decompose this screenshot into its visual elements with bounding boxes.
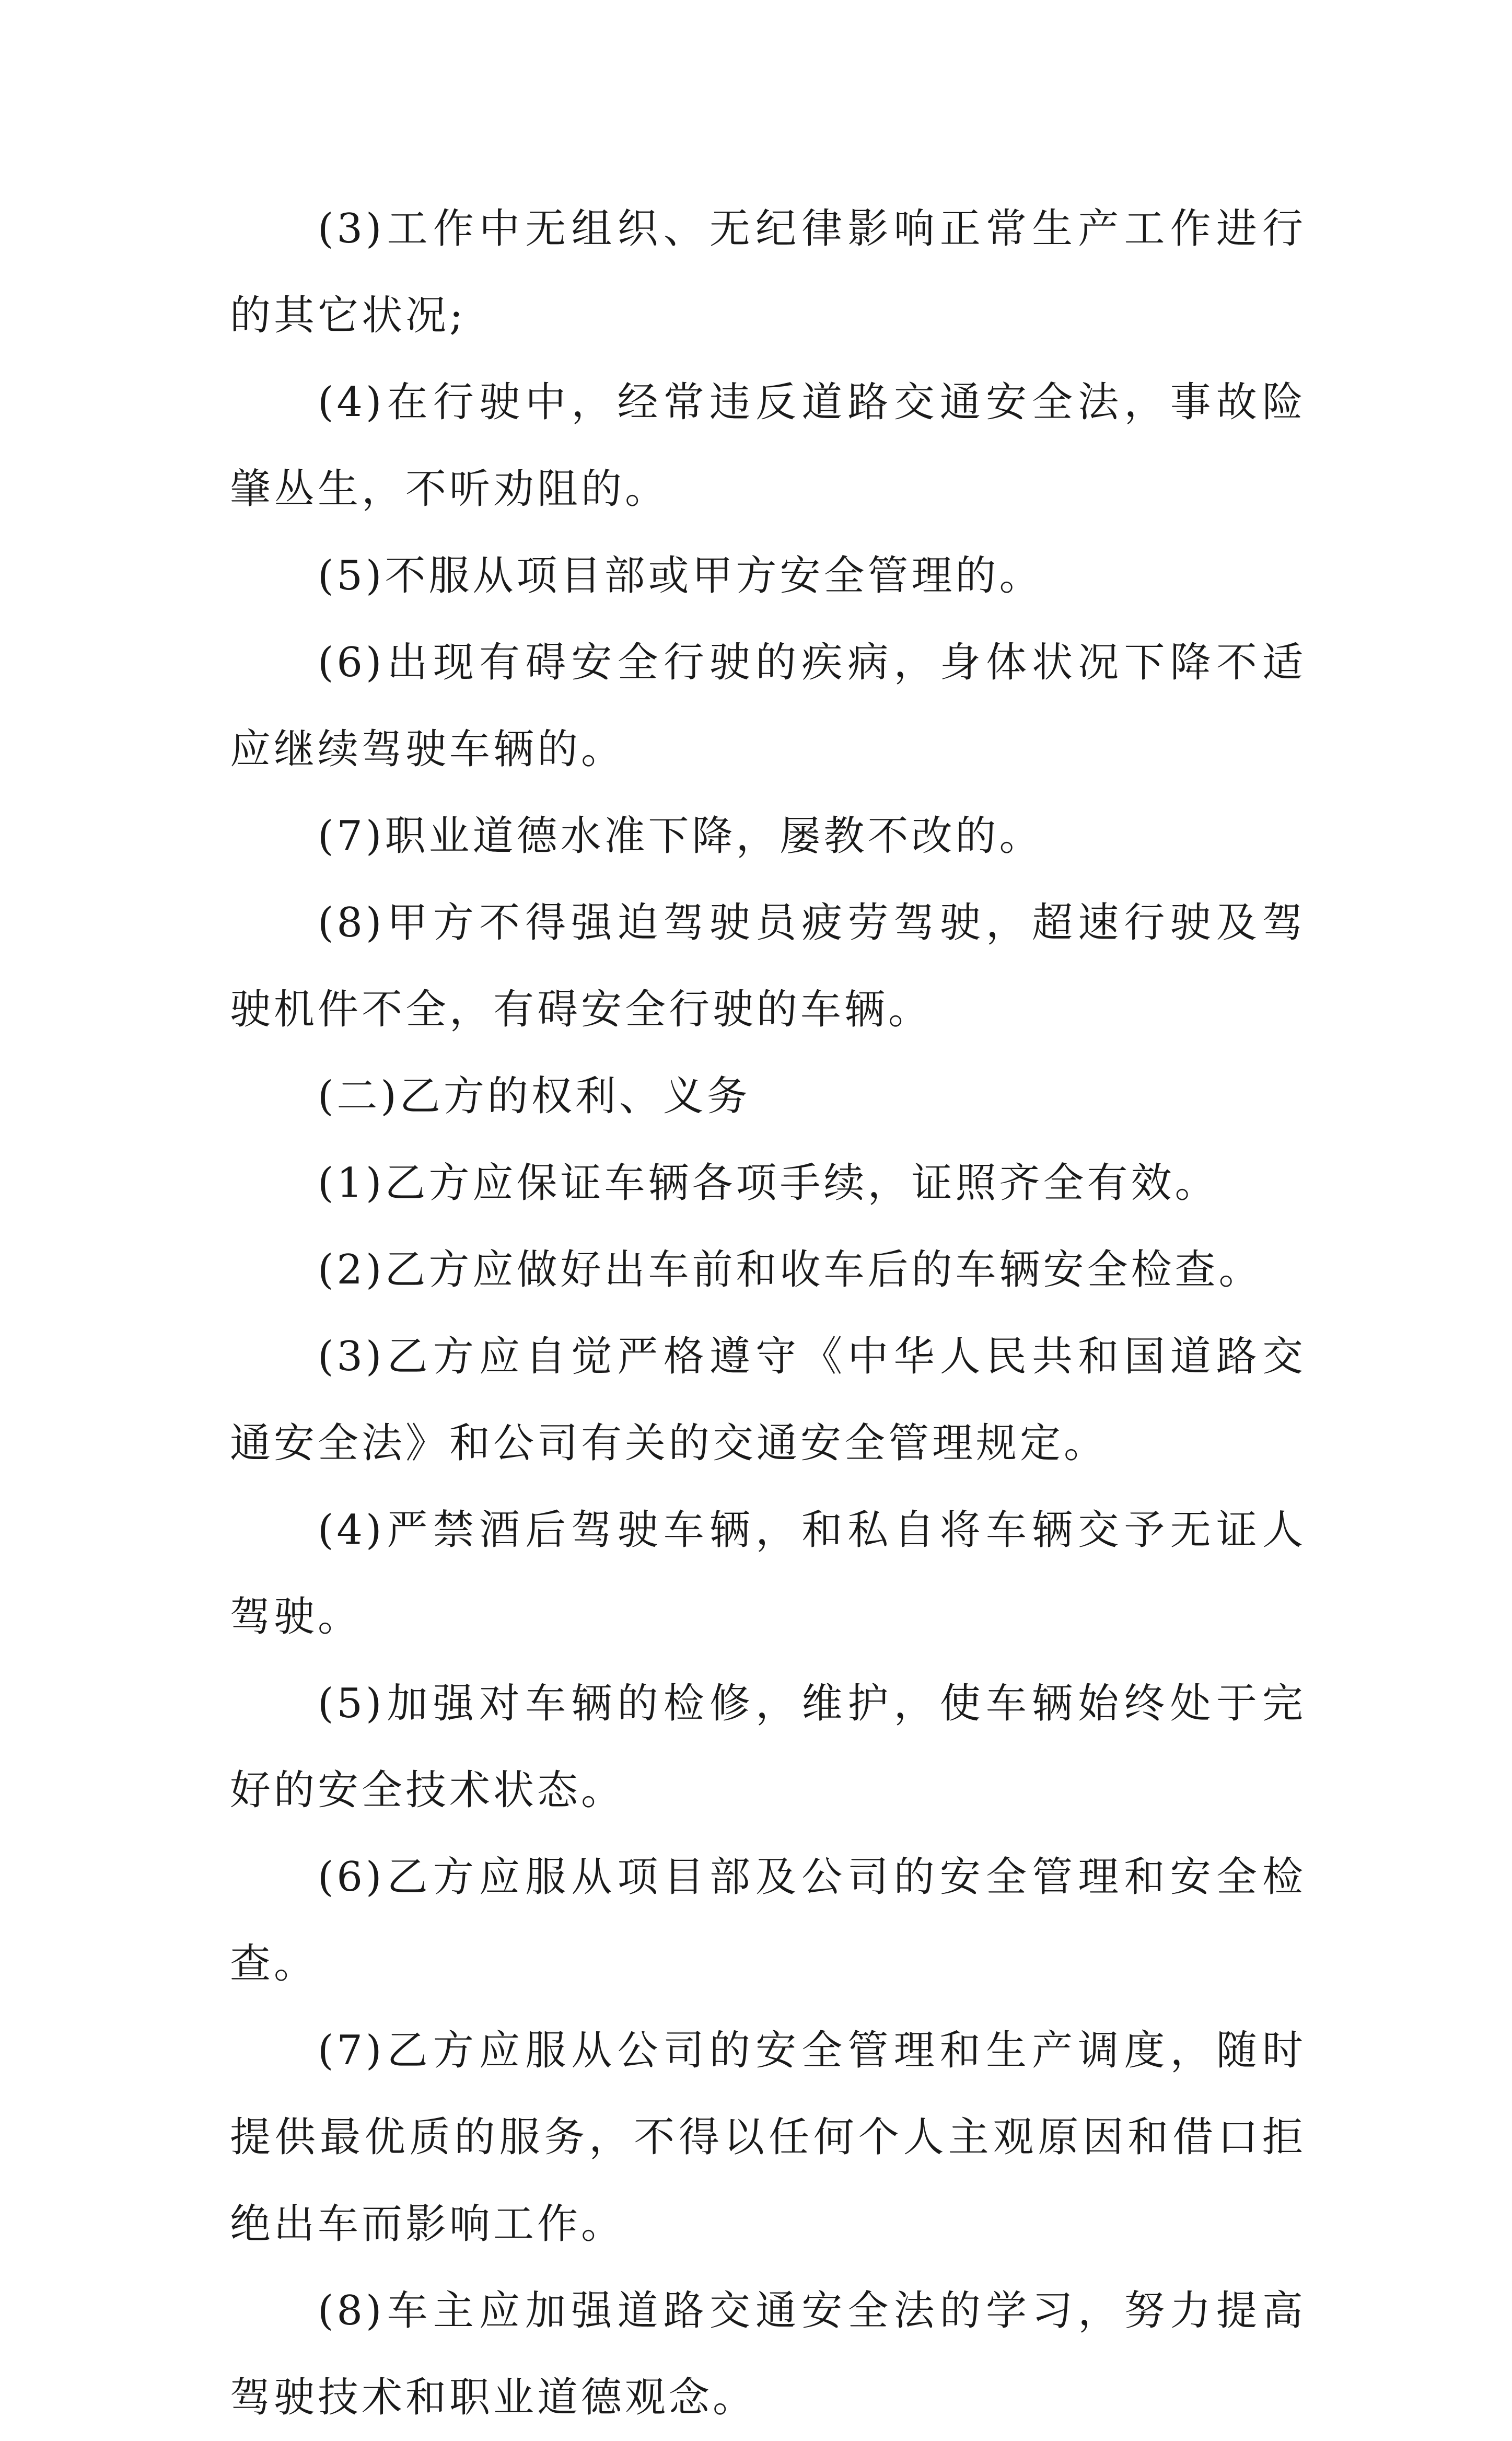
paragraph-b2: (2)乙方应做好出车前和收车后的车辆安全检查。	[318, 1246, 1263, 1293]
document-body	[230, 186, 1306, 2441]
section-heading-party-b: (二)乙方的权利、义务	[318, 1073, 751, 1120]
paragraph-a6: (6)出现有碍安全行驶的疾病，身体状况下降不适应继续驾驶车辆的。	[230, 639, 1306, 773]
paragraph-a7: (7)职业道德水准下降，屡教不改的。	[318, 813, 1043, 860]
paragraph-a4: (4)在行驶中，经常违反道路交通安全法，事故险肇丛生，不听劝阻的。	[230, 379, 1306, 513]
paragraph-b1: (1)乙方应保证车辆各项手续，证照齐全有效。	[318, 1160, 1219, 1207]
paragraph-b3: (3)乙方应自觉严格遵守《中华人民共和国道路交通安全法》和公司有关的交通安全管理规定。	[230, 1333, 1306, 1467]
paragraph-a8: (8)甲方不得强迫驾驶员疲劳驾驶，超速行驶及驾驶机件不全，有碍安全行驶的车辆。	[230, 899, 1306, 1033]
paragraph-b7: (7)乙方应服从公司的安全管理和生产调度，随时提供最优质的服务，不得以任何个人主观原因和借口拒绝出车而影响工作。	[230, 2027, 1306, 2248]
paragraph-a3: (3)工作中无组织、无纪律影响正常生产工作进行的其它状况;	[230, 205, 1306, 339]
paragraph-b6: (6)乙方应服从项目部及公司的安全管理和安全检查。	[230, 1854, 1306, 1987]
paragraph-a5: (5)不服从项目部或甲方安全管理的。	[318, 552, 1043, 599]
paragraph-b8: (8)车主应加强道路交通安全法的学习，努力提高驾驶技术和职业道德观念。	[230, 2287, 1306, 2421]
paragraph-b4: (4)严禁酒后驾驶车辆，和私自将车辆交予无证人驾驶。	[230, 1507, 1306, 1640]
paragraph-b5: (5)加强对车辆的检修，维护，使车辆始终处于完好的安全技术状态。	[230, 1680, 1306, 1814]
